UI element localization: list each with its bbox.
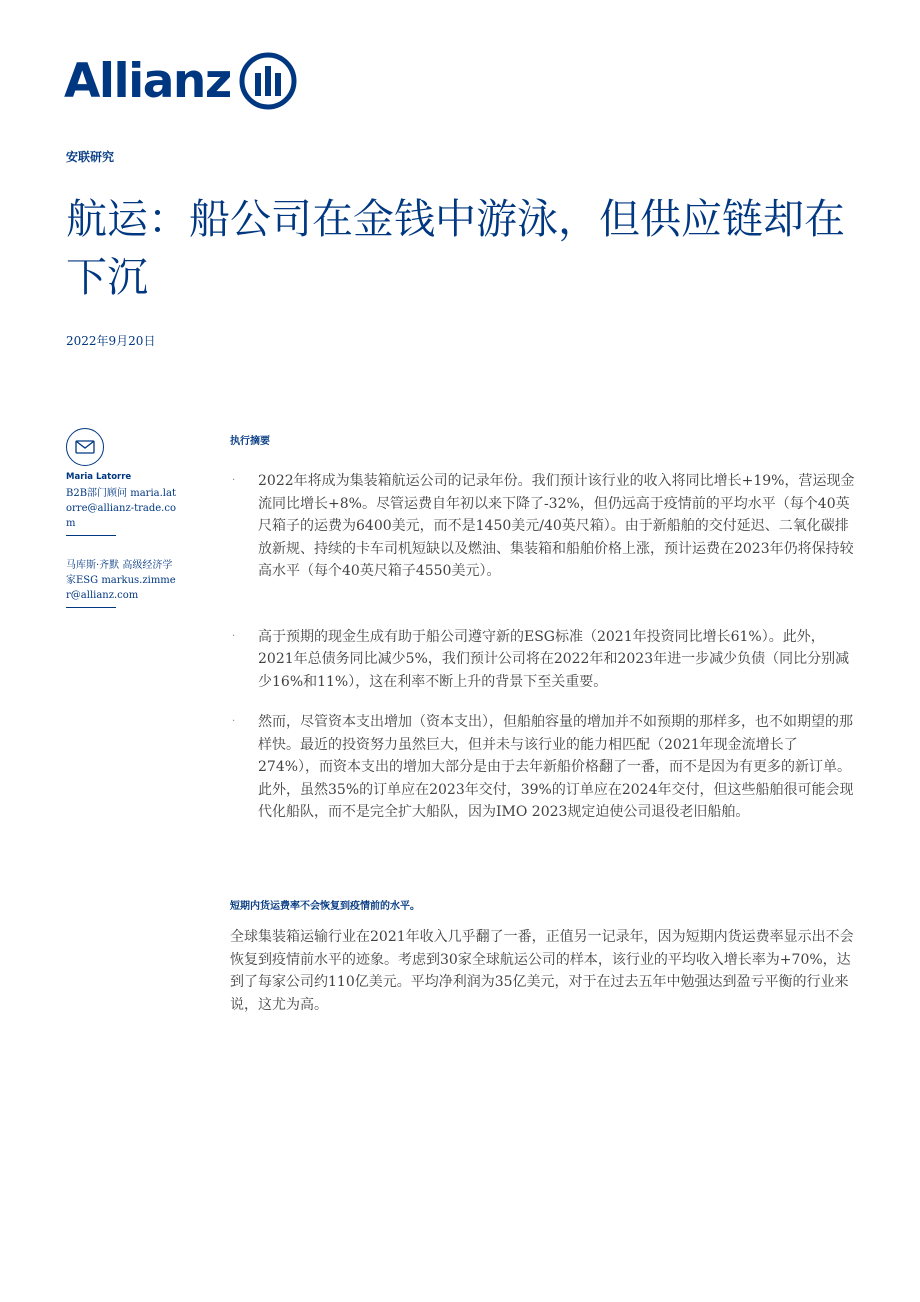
mail-icon[interactable]	[66, 428, 104, 466]
list-item	[230, 470, 856, 583]
list-item-text: 2022年将成为集装箱航运公司的记录年份。我们预计该行业的收入将同比增长+19%，营运现金流同比增长+8%。尽管运费自年初以来下降了-32%，但仍远高于疫情前的平均水平（每个40英尺箱子的运费为6400美元，而不是1450美元/40英尺箱）。由于新船舶的交付延迟、二氧化碳排放新规、持续的卡车司机短缺以及燃油、集装箱和船舶价格上涨，预计运费在2023年仍将保持较高水平（每个40英尺箱子4550美元）。	[258, 473, 855, 579]
bullet-icon: ·	[232, 630, 236, 642]
divider	[66, 535, 116, 536]
author-contact[interactable]: B2B部门顾问 maria.latorre@allianz-trade.com	[66, 488, 176, 529]
section-label: 安联研究	[66, 150, 115, 164]
body-paragraph: 全球集装箱运输行业在2021年收入几乎翻了一番，正值另一记录年，因为短期内货运费率显示出不会恢复到疫情前水平的迹象。考虑到30家全球航运公司的样本，该行业的平均收入增长率为+70%，达到了每家公司约110亿美元。平均净利润为35亿美元，对于在过去五年中勉强达到盈亏平衡的行业来说，这尤为高。	[230, 929, 854, 1013]
list-item-text: 高于预期的现金生成有助于船公司遵守新的ESG标准（2021年投资同比增长61%）。此外，2021年总债务同比减少5%，我们预计公司将在2022年和2023年进一步减少负债（同比分别减少16%和11%），这在利率不断上升的背景下至关重要。	[258, 628, 850, 690]
author-name: Maria Latorre	[66, 472, 132, 482]
author-sidebar	[66, 428, 178, 608]
list-item	[230, 711, 856, 824]
bullet-icon: ·	[232, 475, 236, 486]
author-contact[interactable]: 马库斯·齐默 高级经济学家ESG markus.zimmer@allianz.com	[66, 560, 176, 601]
publication-date: 2022年9月20日	[66, 334, 156, 348]
bullet-icon: ·	[232, 716, 236, 727]
page-title: 航运：船公司在金钱中游泳，但供应链却在下沉	[66, 195, 845, 301]
allianz-eagle-icon	[239, 52, 297, 110]
executive-summary-heading: 执行摘要	[230, 436, 270, 447]
list-item	[230, 626, 856, 694]
logo-text: Allianz	[64, 53, 231, 109]
section-heading: 短期内货运费率不会恢复到疫情前的水平。	[230, 901, 420, 912]
list-item-text: 然而，尽管资本支出增加（资本支出），但船舶容量的增加并不如预期的那样多，也不如期望的那样快。最近的投资努力虽然巨大，但并未与该行业的能力相匹配（2021年现金流增长了274%），而资本支出的增加大部分是由于去年新船价格翻了一番，而不是因为有更多的新订单。此外，虽然35%的订单应在2023年交付，39%的订单应在2024年交付，但这些船舶很可能会现代化船队，而不是完全扩大船队，因为IMO 2023规定迫使公司退役老旧船舶。	[258, 714, 854, 820]
executive-summary-list	[230, 470, 856, 824]
divider	[66, 607, 116, 608]
allianz-logo	[64, 50, 297, 112]
